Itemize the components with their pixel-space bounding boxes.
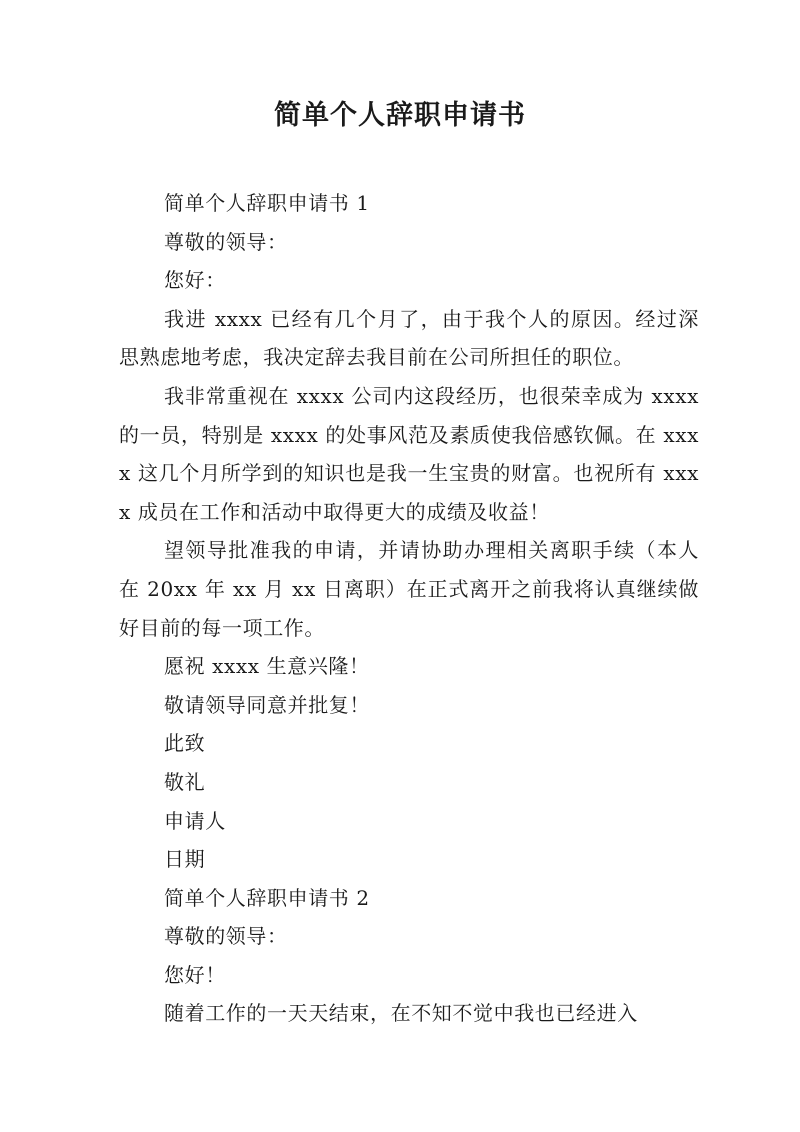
greeting: 您好：: [164, 268, 226, 293]
body-paragraph: 我非常重视在 xxxx 公司内这段经历，也很荣幸成为 xxxx 的一员，特别是 xxxx 的处事风范及素质使我倍感钦佩。在 xxxx 这几个月所学到的知识也是我一生宝贵的财富。也祝所有 xxxx 成员在工作和活动中取得更大的成绩及收益！: [119, 383, 699, 524]
document-body: [119, 184, 699, 1033]
closing-jingli: 敬礼: [164, 769, 206, 794]
signature-date: 日期: [164, 847, 206, 872]
body-paragraph: 我进 xxxx 已经有几个月了，由于我个人的原因。经过深思熟虑地考虑，我决定辞去我目前在公司所担任的职位。: [119, 306, 699, 370]
closing-request: 敬请领导同意并批复！: [164, 692, 370, 717]
letter-2-heading: 简单个人辞职申请书 2: [164, 885, 370, 910]
salutation: 尊敬的领导：: [164, 924, 288, 949]
salutation: 尊敬的领导：: [164, 229, 288, 254]
document-title: 简单个人辞职申请书: [274, 100, 526, 131]
closing-cizhi: 此致: [164, 731, 206, 756]
body-paragraph: 随着工作的一天天结束，在不知不觉中我也已经进入: [164, 1001, 638, 1026]
signature-applicant: 申请人: [164, 808, 226, 833]
closing-wish: 愿祝 xxxx 生意兴隆！: [164, 654, 370, 679]
greeting: 您好！: [164, 962, 226, 987]
body-paragraph: 望领导批准我的申请，并请协助办理相关离职手续（本人在 20xx 年 xx 月 xx 日离职）在正式离开之前我将认真继续做好目前的每一项工作。: [119, 538, 699, 640]
letter-1-heading: 简单个人辞职申请书 1: [164, 191, 370, 215]
